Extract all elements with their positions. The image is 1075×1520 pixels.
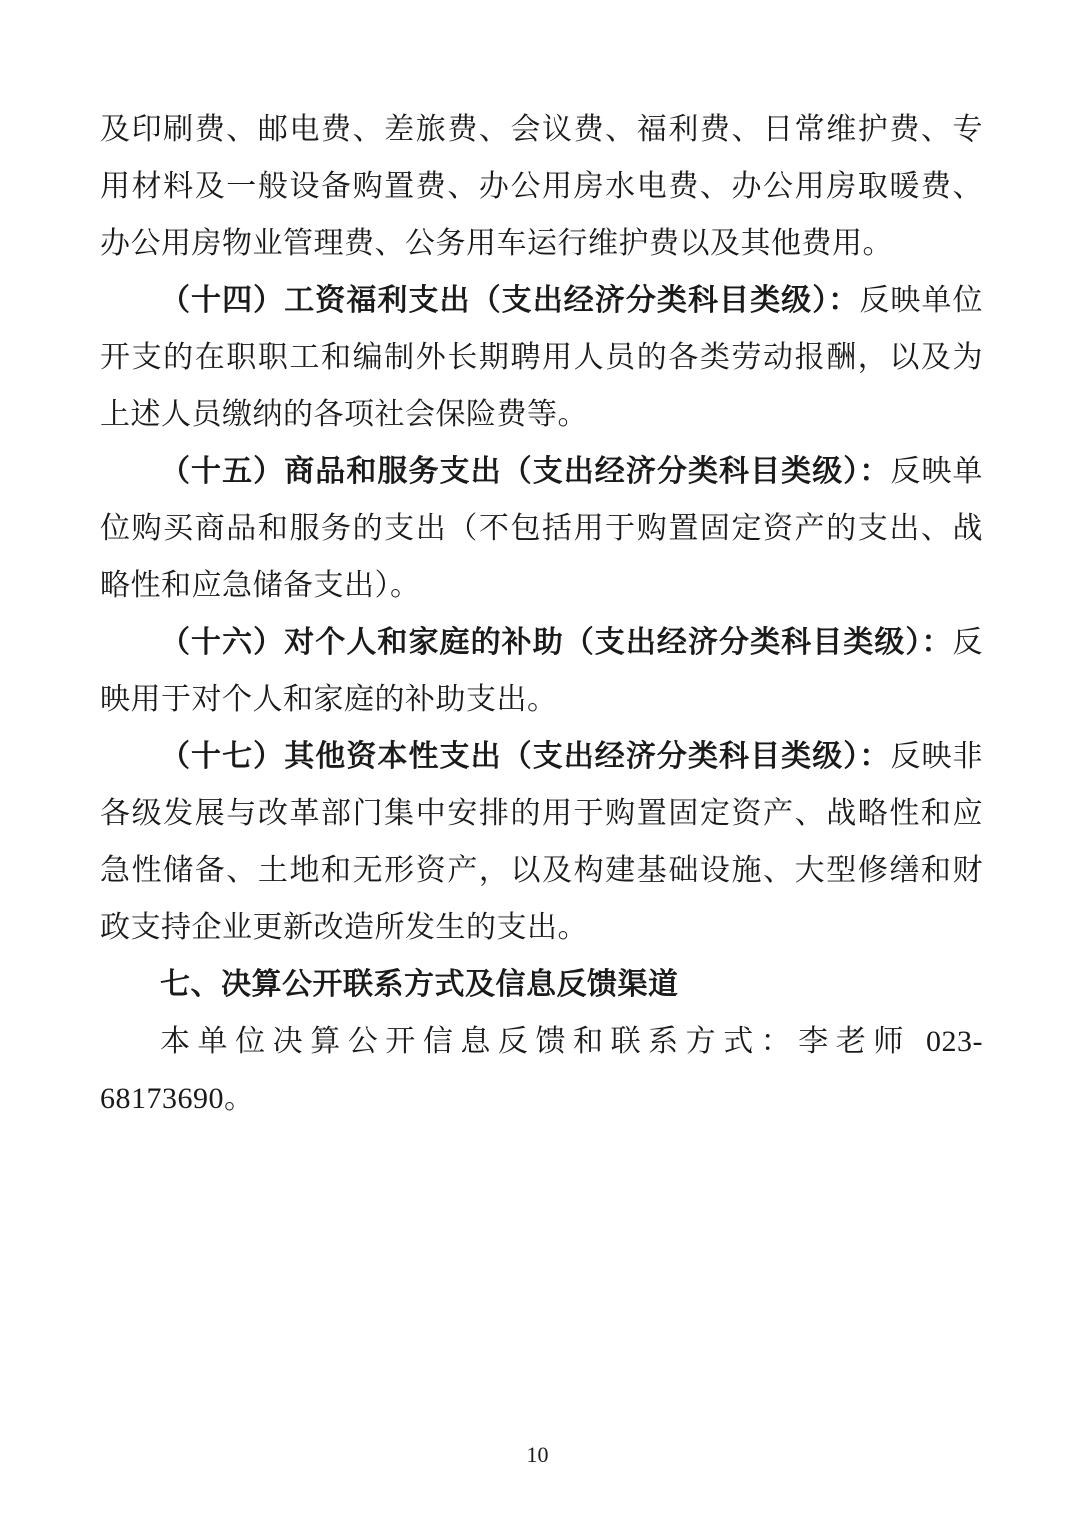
page-number: 10 [526, 1442, 549, 1467]
paragraph-expense-continuation [100, 101, 983, 272]
paragraph-section-15 [100, 443, 983, 614]
paragraph-contact [100, 1013, 983, 1127]
section-15-body: 反映单位购买商品和服务的支出（不包括用于购置固定资产的支出、战略性和应急储备支出）。 [100, 455, 984, 602]
section-14-lead: （十四）工资福利支出（支出经济分类科目类级）： [160, 284, 860, 317]
section-16-body: 反映用于对个人和家庭的补助支出。 [100, 626, 983, 716]
section-14-body: 反映单位开支的在职职工和编制外长期聘用人员的各类劳动报酬，以及为上述人员缴纳的各项社会保险费等。 [100, 284, 984, 431]
contact-line-text: 本单位决算公开信息反馈和联系方式：李老师 023-68173690。 [100, 1025, 983, 1115]
paragraph-section-14 [100, 272, 983, 443]
paragraph-section-17 [100, 728, 983, 956]
section-7-heading: 七、决算公开联系方式及信息反馈渠道 [160, 968, 679, 1001]
section-15-lead: （十五）商品和服务支出（支出经济分类科目类级）： [160, 455, 891, 488]
document-content [100, 101, 983, 1127]
section-17-lead: （十七）其他资本性支出（支出经济分类科目类级）： [160, 740, 891, 773]
paragraph-section-16 [100, 614, 983, 728]
section-17-body: 反映非各级发展与改革部门集中安排的用于购置固定资产、战略性和应急性储备、土地和无形资产，以及构建基础设施、大型修缮和财政支持企业更新改造所发生的支出。 [100, 740, 984, 944]
paragraph-expense-continuation-text: 及印刷费、邮电费、差旅费、会议费、福利费、日常维护费、专用材料及一般设备购置费、办公用房水电费、办公用房取暖费、办公用房物业管理费、公务用车运行维护费以及其他费用。 [100, 113, 983, 260]
section-16-lead: （十六）对个人和家庭的补助（支出经济分类科目类级）： [160, 626, 953, 659]
